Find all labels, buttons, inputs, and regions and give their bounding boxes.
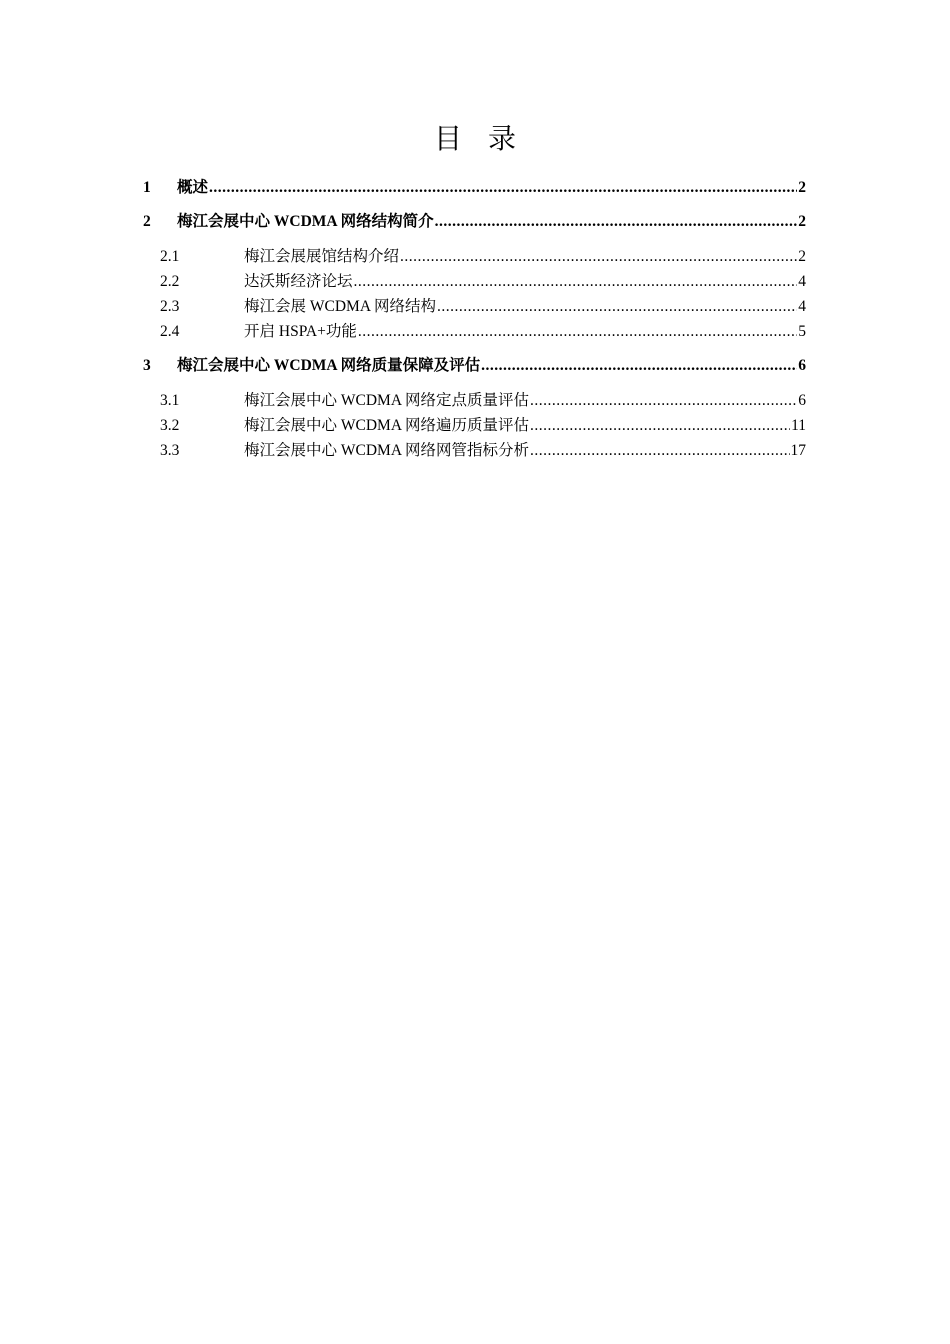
toc-entry-page: 2	[798, 179, 806, 196]
toc-entry-page: 5	[798, 323, 806, 340]
toc-entry-2-2[interactable]	[160, 272, 806, 292]
toc-entry-page: 17	[790, 442, 806, 459]
toc-entry-number: 2	[143, 213, 151, 230]
toc-entry-title: 梅江会展中心 WCDMA 网络网管指标分析	[244, 442, 530, 459]
toc-entry-2[interactable]	[143, 212, 806, 232]
dot-leader	[354, 272, 798, 292]
toc-entry-title: 概述	[177, 179, 209, 196]
toc-entry-page: 2	[798, 248, 806, 265]
toc-entry-1[interactable]	[143, 178, 806, 198]
toc-entry-number: 3.3	[160, 442, 180, 459]
toc-entry-2-4[interactable]	[160, 322, 806, 342]
toc-entry-number: 2.1	[160, 248, 180, 265]
dot-leader	[358, 322, 797, 342]
toc-entry-3[interactable]	[143, 356, 806, 376]
toc-entry-title: 梅江会展中心 WCDMA 网络质量保障及评估	[177, 357, 481, 374]
toc-entry-page: 4	[798, 298, 806, 315]
toc-entry-number: 1	[143, 179, 151, 196]
toc-heading: 目录	[433, 124, 542, 155]
toc-entry-page: 6	[798, 357, 806, 374]
dot-leader	[481, 356, 797, 376]
toc-entry-page: 11	[791, 417, 806, 434]
dot-leader	[530, 441, 789, 461]
dot-leader	[400, 247, 797, 267]
dot-leader	[530, 391, 797, 411]
toc-entry-number: 3.2	[160, 417, 180, 434]
toc-entry-3-3[interactable]	[160, 441, 806, 461]
toc-entry-page: 4	[798, 273, 806, 290]
toc-entry-number: 2.3	[160, 298, 180, 315]
toc-entry-2-3[interactable]	[160, 297, 806, 317]
toc-entry-3-2[interactable]	[160, 416, 806, 436]
toc-entry-page: 6	[798, 392, 806, 409]
toc-entry-number: 2.2	[160, 273, 180, 290]
dot-leader	[435, 212, 798, 232]
dot-leader	[437, 297, 797, 317]
toc-entry-number: 3.1	[160, 392, 180, 409]
toc-entry-2-1[interactable]	[160, 247, 806, 267]
toc-entry-title: 达沃斯经济论坛	[244, 273, 353, 290]
toc-entry-number: 2.4	[160, 323, 180, 340]
toc-entry-title: 梅江会展中心 WCDMA 网络定点质量评估	[244, 392, 530, 409]
toc-entry-title: 开启 HSPA+功能	[244, 323, 357, 340]
toc-entry-title: 梅江会展展馆结构介绍	[244, 248, 400, 265]
dot-leader	[209, 178, 797, 198]
toc-entry-title: 梅江会展 WCDMA 网络结构	[244, 298, 437, 315]
toc-entry-3-1[interactable]	[160, 391, 806, 411]
toc-entry-page: 2	[798, 213, 806, 230]
dot-leader	[530, 416, 790, 436]
toc-entry-title: 梅江会展中心 WCDMA 网络遍历质量评估	[244, 417, 530, 434]
toc-entry-title: 梅江会展中心 WCDMA 网络结构简介	[177, 213, 434, 230]
toc-entry-number: 3	[143, 357, 151, 374]
